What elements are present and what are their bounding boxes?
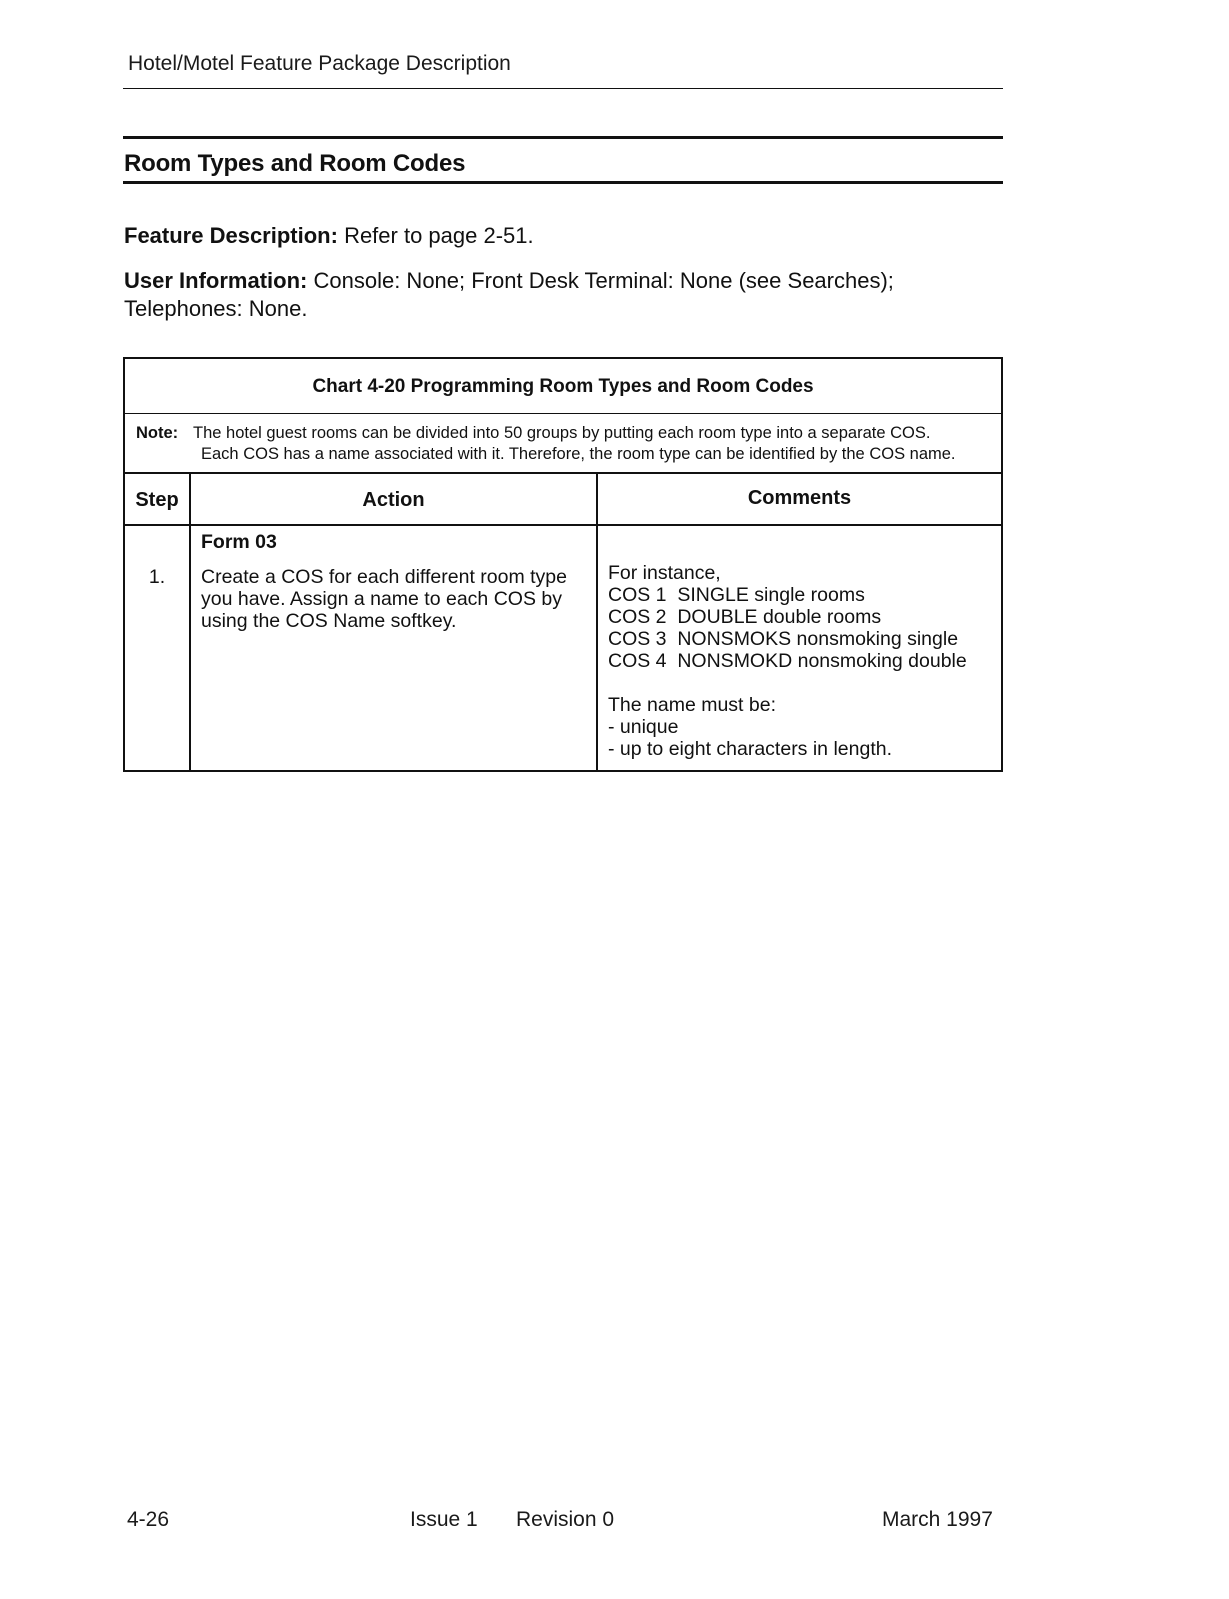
user-information bbox=[124, 267, 1004, 323]
table-header-row bbox=[125, 474, 1001, 526]
user-information-text: Console: None; Front Desk Terminal: None (see Searches); Telephones: None. bbox=[124, 268, 894, 321]
issue-label: Issue 1 bbox=[410, 1508, 478, 1531]
name-rule-intro: The name must be: bbox=[608, 694, 776, 716]
name-rule-2: - up to eight characters in length. bbox=[608, 738, 892, 760]
programming-chart bbox=[123, 357, 1003, 772]
name-rule-1: - unique bbox=[608, 716, 679, 738]
step-cell bbox=[125, 526, 191, 770]
user-information-label: User Information: bbox=[124, 268, 308, 293]
note-line-1: The hotel guest rooms can be divided into 50 groups by putting each room type into a separate COS. bbox=[193, 424, 931, 442]
date-label: March 1997 bbox=[882, 1508, 993, 1531]
comments-intro: For instance, bbox=[608, 562, 721, 584]
chart-note bbox=[125, 414, 1001, 474]
action-cell bbox=[191, 526, 598, 770]
feature-description-text: Refer to page 2-51. bbox=[344, 223, 534, 248]
cos-line-2: COS 2 DOUBLE double rooms bbox=[608, 606, 882, 628]
header-comments: Comments bbox=[747, 487, 852, 509]
header-action: Action bbox=[191, 474, 598, 524]
section-rule-top bbox=[123, 136, 1003, 139]
section-title: Room Types and Room Codes bbox=[124, 150, 466, 177]
cos-line-1: COS 1 SINGLE single rooms bbox=[608, 584, 865, 606]
comments-cell bbox=[598, 526, 1001, 770]
chart-title: Chart 4-20 Programming Room Types and Room Codes bbox=[125, 359, 1001, 414]
feature-description-label: Feature Description: bbox=[124, 223, 338, 248]
running-head: Hotel/Motel Feature Package Description bbox=[128, 52, 511, 75]
note-label: Note: bbox=[136, 424, 179, 442]
header-step: Step bbox=[125, 474, 191, 524]
revision-label: Revision 0 bbox=[516, 1508, 615, 1531]
page-number: 4-26 bbox=[127, 1508, 170, 1531]
header-rule bbox=[123, 88, 1003, 89]
section-rule-bottom bbox=[123, 181, 1003, 184]
form-label: Form 03 bbox=[201, 531, 277, 553]
cos-line-4: COS 4 NONSMOKD nonsmoking double bbox=[608, 650, 967, 672]
table-row bbox=[125, 526, 1001, 770]
note-text bbox=[193, 423, 1001, 465]
step-number: 1. bbox=[148, 566, 166, 588]
feature-description bbox=[124, 222, 1004, 250]
action-text: Create a COS for each different room type you have. Assign a name to each COS by using the COS Name softkey. bbox=[201, 566, 567, 632]
cos-line-3: COS 3 NONSMOKS nonsmoking single bbox=[608, 628, 959, 650]
note-line-2: Each COS has a name associated with it. Therefore, the room type can be identified by the COS name. bbox=[201, 445, 956, 463]
